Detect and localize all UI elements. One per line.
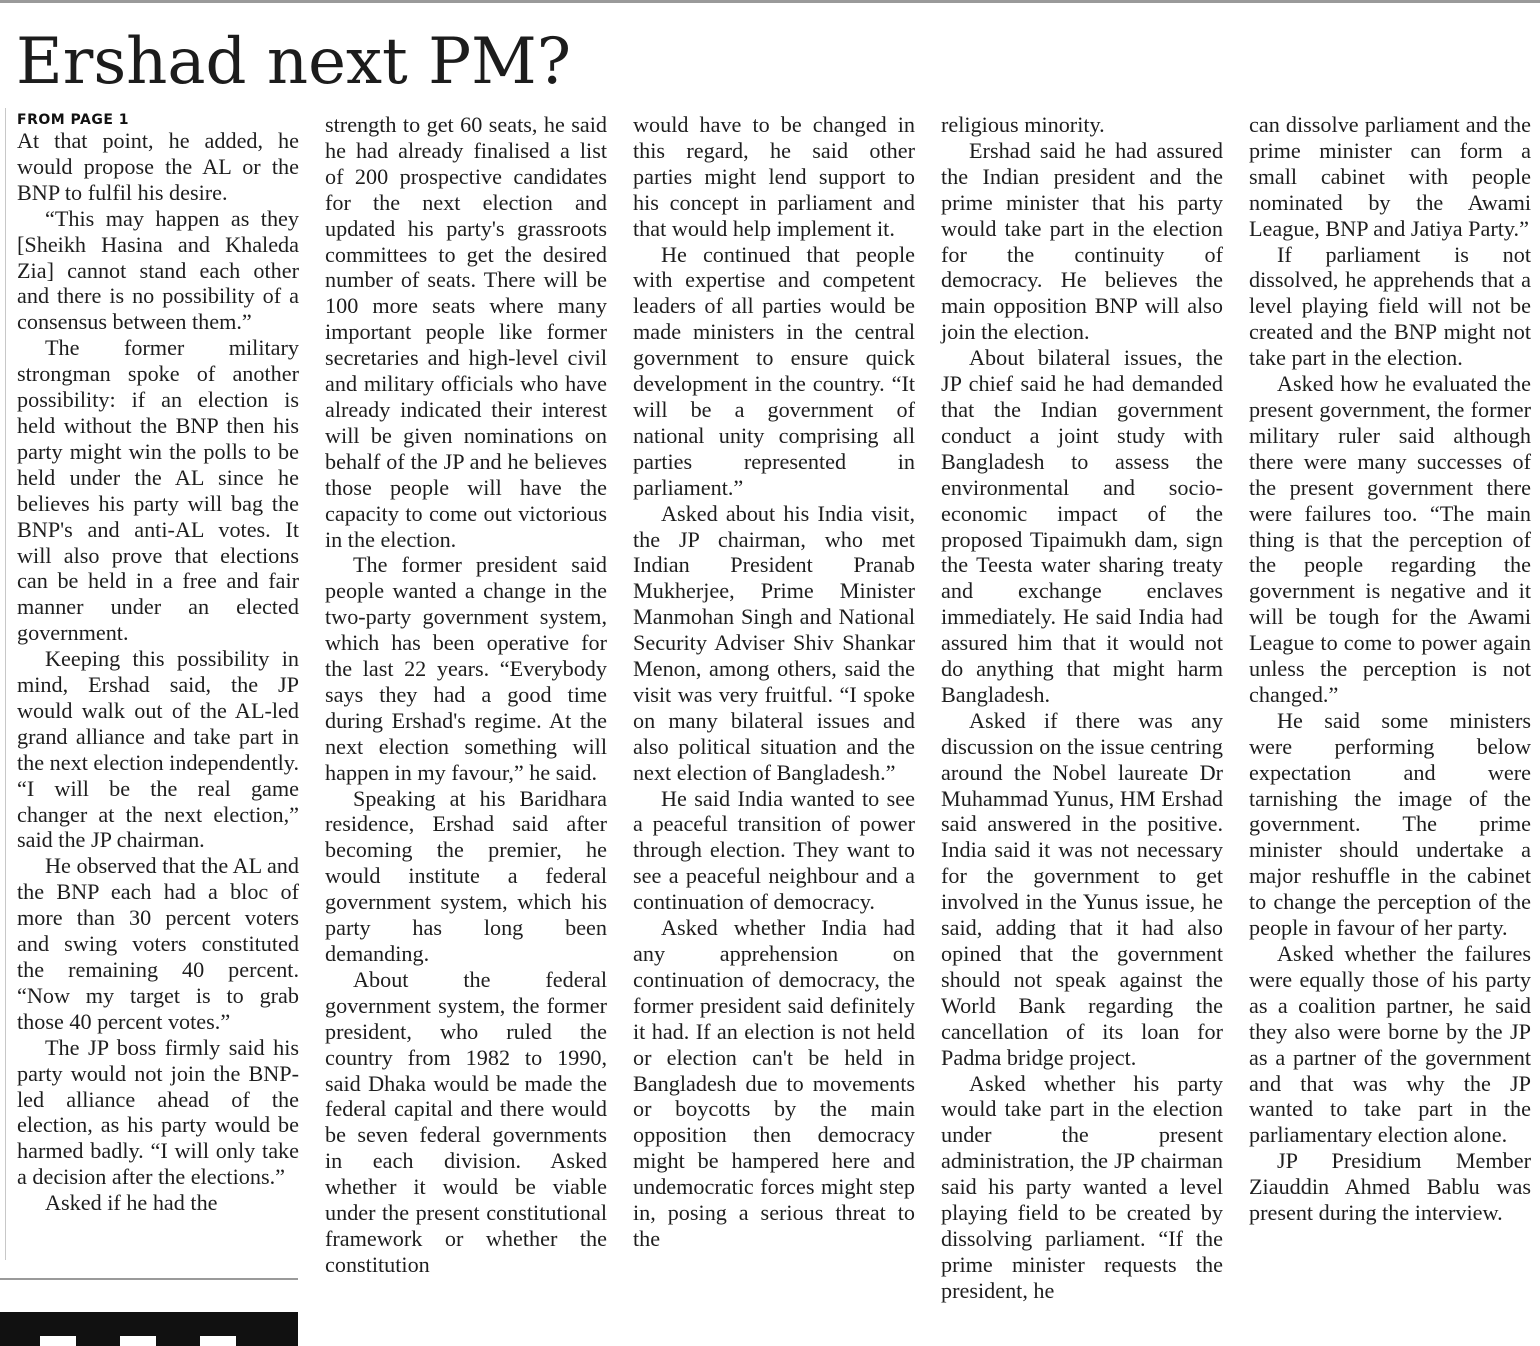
cropped-advert-banner — [0, 1312, 298, 1346]
paragraph: He continued that people with expertise and competent leaders of all parties would be made ministers in the central government to ensure quick development in the country. “It will be a government of national unity comprising all parties represented in parliament.” — [633, 241, 915, 500]
paragraph: Speaking at his Baridhara residence, Ershad said after becoming the premier, he would institute a federal government system, which his party has long been demanding. — [325, 785, 607, 966]
paragraph: strength to get 60 seats, he said he had already finalised a list of 200 prospective candidates for the next election and updated his party's grassroots committees to get the desired number of seats. There will be 100 more seats where many important people like former secretaries and high-level civil and military officials who have already indicated their interest will be given nominations on behalf of the JP and he believes those people will have the capacity to come out victorious in the election. — [325, 112, 607, 552]
paragraph: The former president said people wanted a change in the two-party government system, which has been operative for the last 22 years. “Everybody says they had a good time during Ershad's regime. At the next election something will happen in my favour,” he said. — [325, 552, 607, 785]
paragraph: The JP boss firmly said his party would not join the BNP-led alliance ahead of the election, as his party would be harmed badly. “I will only take a decision after the elections.” — [17, 1034, 299, 1190]
article-column-1 — [17, 112, 299, 1262]
paragraph: If parliament is not dissolved, he apprehends that a level playing field will not be created and the BNP might not take part in the election. — [1249, 241, 1531, 371]
paragraph: Asked if there was any discussion on the issue centring around the Nobel laureate Dr Muhammad Yunus, HM Ershad said answered in the positive. India said it was not necessary for the government to get involved in the Yunus issue, he said, adding that it had also opined that the government should not speak against the World Bank regarding the cancellation of its loan for Padma bridge project. — [941, 707, 1223, 1070]
headline: Ershad next PM? — [16, 25, 571, 99]
paragraph: can dissolve parliament and the prime minister can form a small cabinet with people nominated by the Awami League, BNP and Jatiya Party.” — [1249, 112, 1531, 241]
kicker: FROM PAGE 1 — [17, 112, 130, 128]
paragraph: JP Presidium Member Ziauddin Ahmed Bablu was present during the interview. — [1249, 1148, 1531, 1226]
paragraph: He said India wanted to see a peaceful transition of power through election. They want to see a peaceful neighbour and a continuation of democracy. — [633, 785, 915, 915]
paragraph: The former military strongman spoke of another possibility: if an election is held without the BNP then his party might win the polls to be held under the AL since he believes his party will bag the BNP's and anti-AL votes. It will also prove that elections can be held in a free and fair manner under an elected government. — [17, 335, 299, 646]
paragraph: religious minority. — [941, 112, 1105, 137]
article-column-5 — [1249, 112, 1531, 1226]
paragraph: Ershad said he had assured the Indian president and the prime minister that his party would take part in the election for the continuity of democracy. He believes the main opposition BNP will also join the election. — [941, 137, 1223, 345]
paragraph: “This may happen as they [Sheikh Hasina and Khaleda Zia] cannot stand each other and there is no possibility of a consensus between them.” — [17, 205, 299, 335]
banner-glyph-gap — [120, 1336, 156, 1346]
paragraph: Asked whether the failures were equally those of his party as a coalition partner, he said they also were borne by the JP as a partner of the government and that was why the JP wanted to take part in the parliamentary election alone. — [1249, 941, 1531, 1148]
article-column-4 — [941, 112, 1223, 1304]
paragraph: Asked whether his party would take part in the election under the present administration, the JP chairman said his party wanted a level playing field to be created by dissolving parliament. “If the prime minister requests the president, he — [941, 1070, 1223, 1303]
paragraph: would have to be changed in this regard, he said other parties might lend support to his concept in parliament and that would help implement it. — [633, 112, 915, 241]
paragraph: About bilateral issues, the JP chief said he had demanded that the Indian government conduct a joint study with Bangladesh to assess the environmental and socio-economic impact of the proposed Tipaimukh dam, sign the Teesta water sharing treaty and exchange enclaves immediately. He said India had assured him that it would not do anything that might harm Bangladesh. — [941, 345, 1223, 707]
paragraph: At that point, he added, he would propose the AL or the BNP to fulfil his desire. — [17, 128, 299, 205]
paragraph: About the federal government system, the former president, who ruled the country from 1982 to 1990, said Dhaka would be made the federal capital and there would be seven federal governments in each division. Asked whether it would be viable under the present constitutional framework or whether the constitution — [325, 966, 607, 1277]
banner-glyph-gap — [40, 1336, 76, 1346]
paragraph: Keeping this possibility in mind, Ershad said, the JP would walk out of the AL-led grand alliance and take part in the next election independently. “I will be the real game changer at the next election,” said the JP chairman. — [17, 646, 299, 853]
bottom-rule — [0, 1278, 298, 1280]
article-column-3 — [633, 112, 915, 1252]
paragraph: Asked if he had the — [45, 1190, 218, 1216]
paragraph: Asked about his India visit, the JP chairman, who met Indian President Pranab Mukherjee, Prime Minister Manmohan Singh and National Security Adviser Shiv Shankar Menon, among others, said the visit was very fruitful. “I spoke on many bilateral issues and also political situation and the next election of Bangladesh.” — [633, 500, 915, 785]
top-rule — [0, 0, 1540, 3]
column-divider — [5, 108, 6, 1260]
paragraph: He said some ministers were performing below expectation and were tarnishing the image of the government. The prime minister should undertake a major reshuffle in the cabinet to change the perception of the people in favour of her party. — [1249, 707, 1531, 941]
paragraph: Asked how he evaluated the present government, the former military ruler said although there were many successes of the present government there were failures too. “The main thing is that the perception of the people regarding the government is negative and it will be tough for the Awami League to come to power again unless the perception is not changed.” — [1249, 371, 1531, 707]
banner-glyph-gap — [200, 1336, 236, 1346]
article-column-2 — [325, 112, 607, 1278]
paragraph: Asked whether India had any apprehension on continuation of democracy, the former president said definitely it had. If an election is not held or election can't be held in Bangladesh due to movements or boycotts by the main opposition then democracy might be hampered here and undemocratic forces might step in, posing a serious threat to the — [633, 915, 915, 1251]
paragraph: He observed that the AL and the BNP each had a bloc of more than 30 percent voters and swing voters constituted the remaining 40 percent. “Now my target is to grab those 40 percent votes.” — [17, 853, 299, 1034]
